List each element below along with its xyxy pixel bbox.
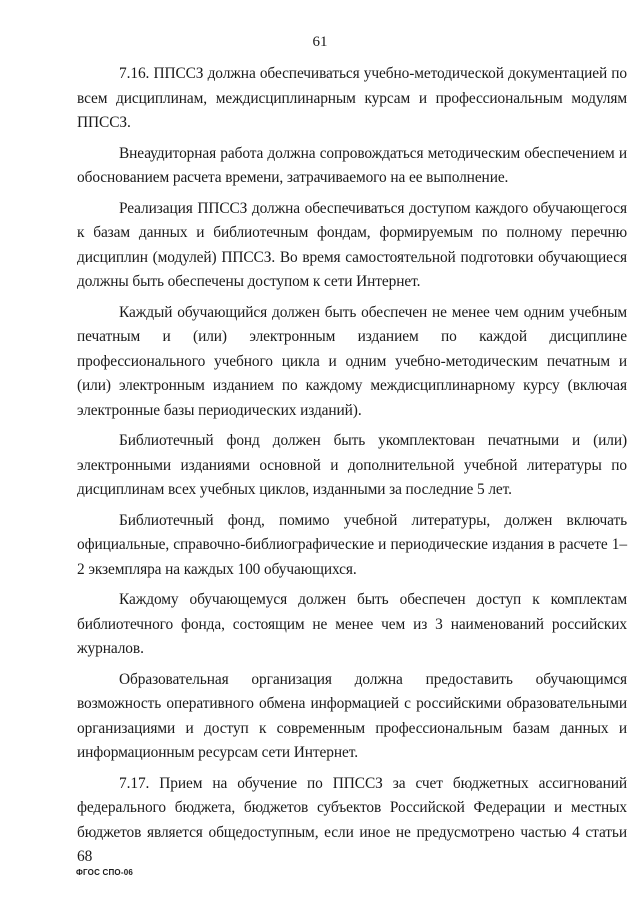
- paragraph-library-fund-contents: Библиотечный фонд, помимо учебной литературы, должен включать официальные, справочно-библиографические и периодические издания в расчете 1–2 экземпляра на каждых 100 обучающихся.: [77, 511, 627, 578]
- paragraph-7-17: 7.17. Прием на обучение по ППССЗ за счет бюджетных ассигнований федерального бюджета, бюджетов субъектов Российской Федерации и местных бюджетов является общедоступным, если иное не предусмотрено частью 4 статьи 68: [77, 774, 627, 865]
- paragraph-information-exchange: Образовательная организация должна предоставить обучающимся возможность оперативного обмена информацией с российскими образовательными организациями и доступ к современным профессиональным базам данных и информационным ресурсам сети Интернет.: [77, 670, 627, 761]
- document-body: [77, 62, 627, 870]
- paragraph-database-access: Реализация ППССЗ должна обеспечиваться доступом каждого обучающегося к базам данных и библиотечным фондам, формируемым по полному перечню дисциплин (модулей) ППССЗ. Во время самостоятельной подготовки обучающиеся должны быть обеспечены доступом к сети Интернет.: [77, 199, 627, 290]
- page-number: 61: [312, 34, 328, 50]
- paragraph-7-16: 7.16. ППССЗ должна обеспечиваться учебно-методической документацией по всем дисциплинам, междисциплинарным курсам и профессиональным модулям ППССЗ.: [77, 65, 627, 131]
- paragraph-learning-materials: Каждый обучающийся должен быть обеспечен не менее чем одним учебным печатным и (или) электронным изданием по каждой дисциплине профессионального учебного цикла и одним учебно-методическим печатным и (или) электронным изданием по каждому междисциплинарному курсу (включая электронные базы периодических изданий).: [77, 303, 627, 419]
- footer-label: ФГОС СПО-06: [76, 868, 133, 877]
- paragraph-library-fund: Библиотечный фонд должен быть укомплектован печатными и (или) электронными изданиями основной и дополнительной учебной литературы по дисциплинам всех учебных циклов, изданными за последние 5 лет.: [77, 432, 627, 498]
- paragraph-journals-access: Каждому обучающемуся должен быть обеспечен доступ к комплектам библиотечного фонда, состоящим не менее чем из 3 наименований российских журналов.: [77, 591, 627, 657]
- paragraph-extracurricular-work: Внеаудиторная работа должна сопровождаться методическим обеспечением и обоснованием расчета времени, затрачиваемого на ее выполнение.: [77, 144, 627, 186]
